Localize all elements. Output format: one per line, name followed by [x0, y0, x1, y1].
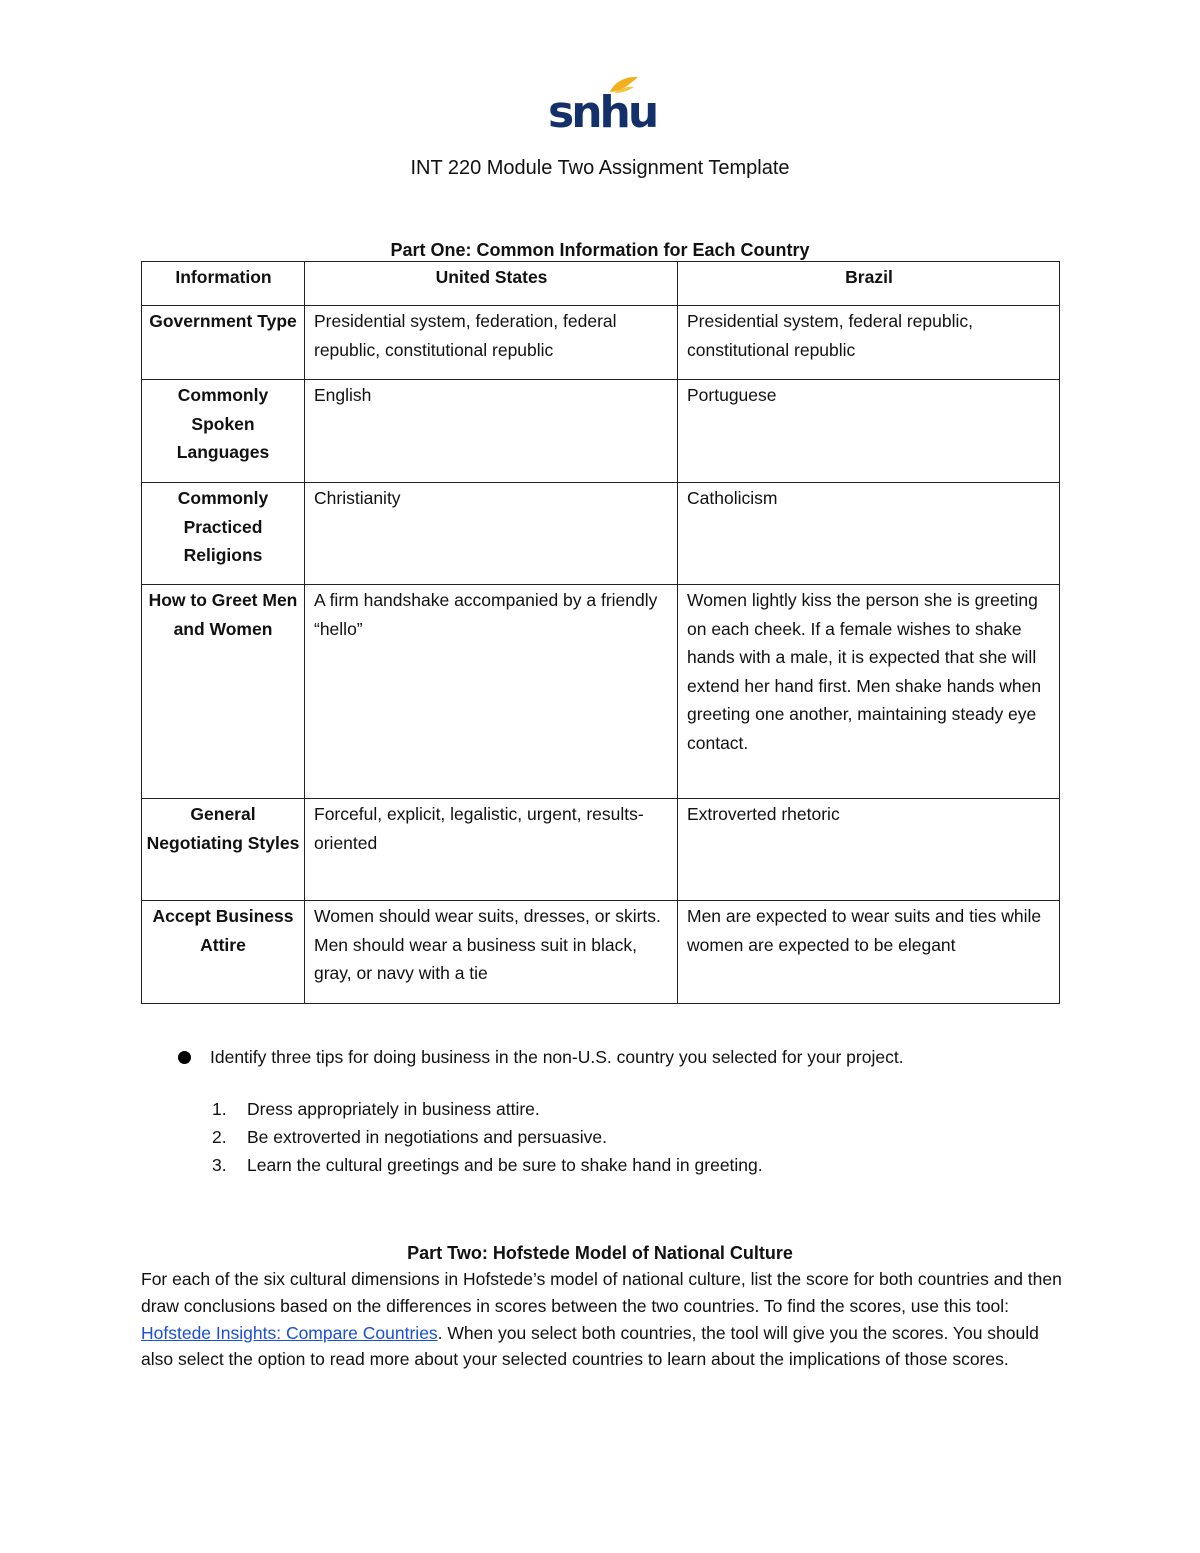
instructions-text-continued: . When you select both countries, the tool will give you the scores. You should also select the option to read more about your selected countries to learn about the implications of those scores.: [141, 1322, 1039, 1370]
list-item: [212, 1123, 763, 1151]
tips-prompt: [178, 1043, 904, 1071]
header-united-states: United States: [305, 262, 678, 306]
list-item-text: Be extroverted in negotiations and persuasive.: [247, 1127, 607, 1148]
list-item: [212, 1151, 763, 1179]
row-label-languages: Commonly Spoken Languages: [142, 380, 305, 483]
row-label-government-type: Government Type: [142, 306, 305, 380]
row-label-attire: Accept Business Attire: [142, 901, 305, 1004]
cell-brazil: Extroverted rhetoric: [678, 799, 1060, 901]
list-item-text: Dress appropriately in business attire.: [247, 1099, 540, 1119]
table-row: [142, 380, 1060, 483]
table-header-row: [142, 262, 1060, 306]
table-row: [142, 799, 1060, 901]
cell-us: English: [305, 380, 678, 483]
table-row: [142, 901, 1060, 1004]
part-two-instructions: [141, 1266, 1071, 1373]
list-item: [212, 1095, 763, 1123]
snhu-logo: [548, 74, 657, 140]
table-row: [142, 483, 1060, 585]
table-row: [142, 306, 1060, 380]
tips-prompt-text: Identify three tips for doing business in the non-U.S. country you selected for your project.: [210, 1047, 904, 1067]
list-number: 3.: [212, 1155, 227, 1176]
part-one-heading: Part One: Common Information for Each Country: [390, 240, 810, 260]
table-row: [142, 585, 1060, 799]
cell-brazil: Women lightly kiss the person she is greeting on each cheek. If a female wishes to shake hands with a male, it is expected that she will extend her hand first. Men shake hands when greeting one another, maintaining steady eye contact.: [678, 585, 1060, 799]
document-title: INT 220 Module Two Assignment Template: [410, 157, 790, 179]
cell-brazil: Presidential system, federal republic, constitutional republic: [678, 306, 1060, 380]
cell-us: A firm handshake accompanied by a friendly “hello”: [305, 585, 678, 799]
cell-us: Presidential system, federation, federal republic, constitutional republic: [305, 306, 678, 380]
header-information: Information: [142, 262, 305, 306]
row-label-religions: Commonly Practiced Religions: [142, 483, 305, 585]
cell-brazil: Portuguese: [678, 380, 1060, 483]
header-brazil: Brazil: [678, 262, 1060, 306]
row-label-greetings: How to Greet Men and Women: [142, 585, 305, 799]
part-two-heading: Part Two: Hofstede Model of National Culture: [407, 1243, 793, 1263]
country-info-table: [141, 261, 1060, 1004]
bullet-icon: [178, 1051, 191, 1064]
cell-brazil: Men are expected to wear suits and ties while women are expected to be elegant: [678, 901, 1060, 1004]
cell-us: Christianity: [305, 483, 678, 585]
logo-wordmark: snhu: [548, 87, 657, 138]
instructions-text: For each of the six cultural dimensions in Hofstede’s model of national culture, list the score for both countries and then draw conclusions based on the differences in scores between the two countries. To find the scores, use this tool:: [141, 1269, 1062, 1316]
cell-us: Forceful, explicit, legalistic, urgent, results-oriented: [305, 799, 678, 901]
list-number: 2.: [212, 1127, 227, 1148]
cell-brazil: Catholicism: [678, 483, 1060, 585]
list-number: 1.: [212, 1099, 227, 1119]
hofstede-compare-link[interactable]: Hofstede Insights: Compare Countries: [141, 1322, 438, 1343]
list-item-text: Learn the cultural greetings and be sure to shake hand in greeting.: [247, 1155, 763, 1176]
row-label-negotiating: General Negotiating Styles: [142, 799, 305, 901]
cell-us: Women should wear suits, dresses, or skirts. Men should wear a business suit in black, gray, or navy with a tie: [305, 901, 678, 1004]
tips-list: [212, 1095, 763, 1180]
